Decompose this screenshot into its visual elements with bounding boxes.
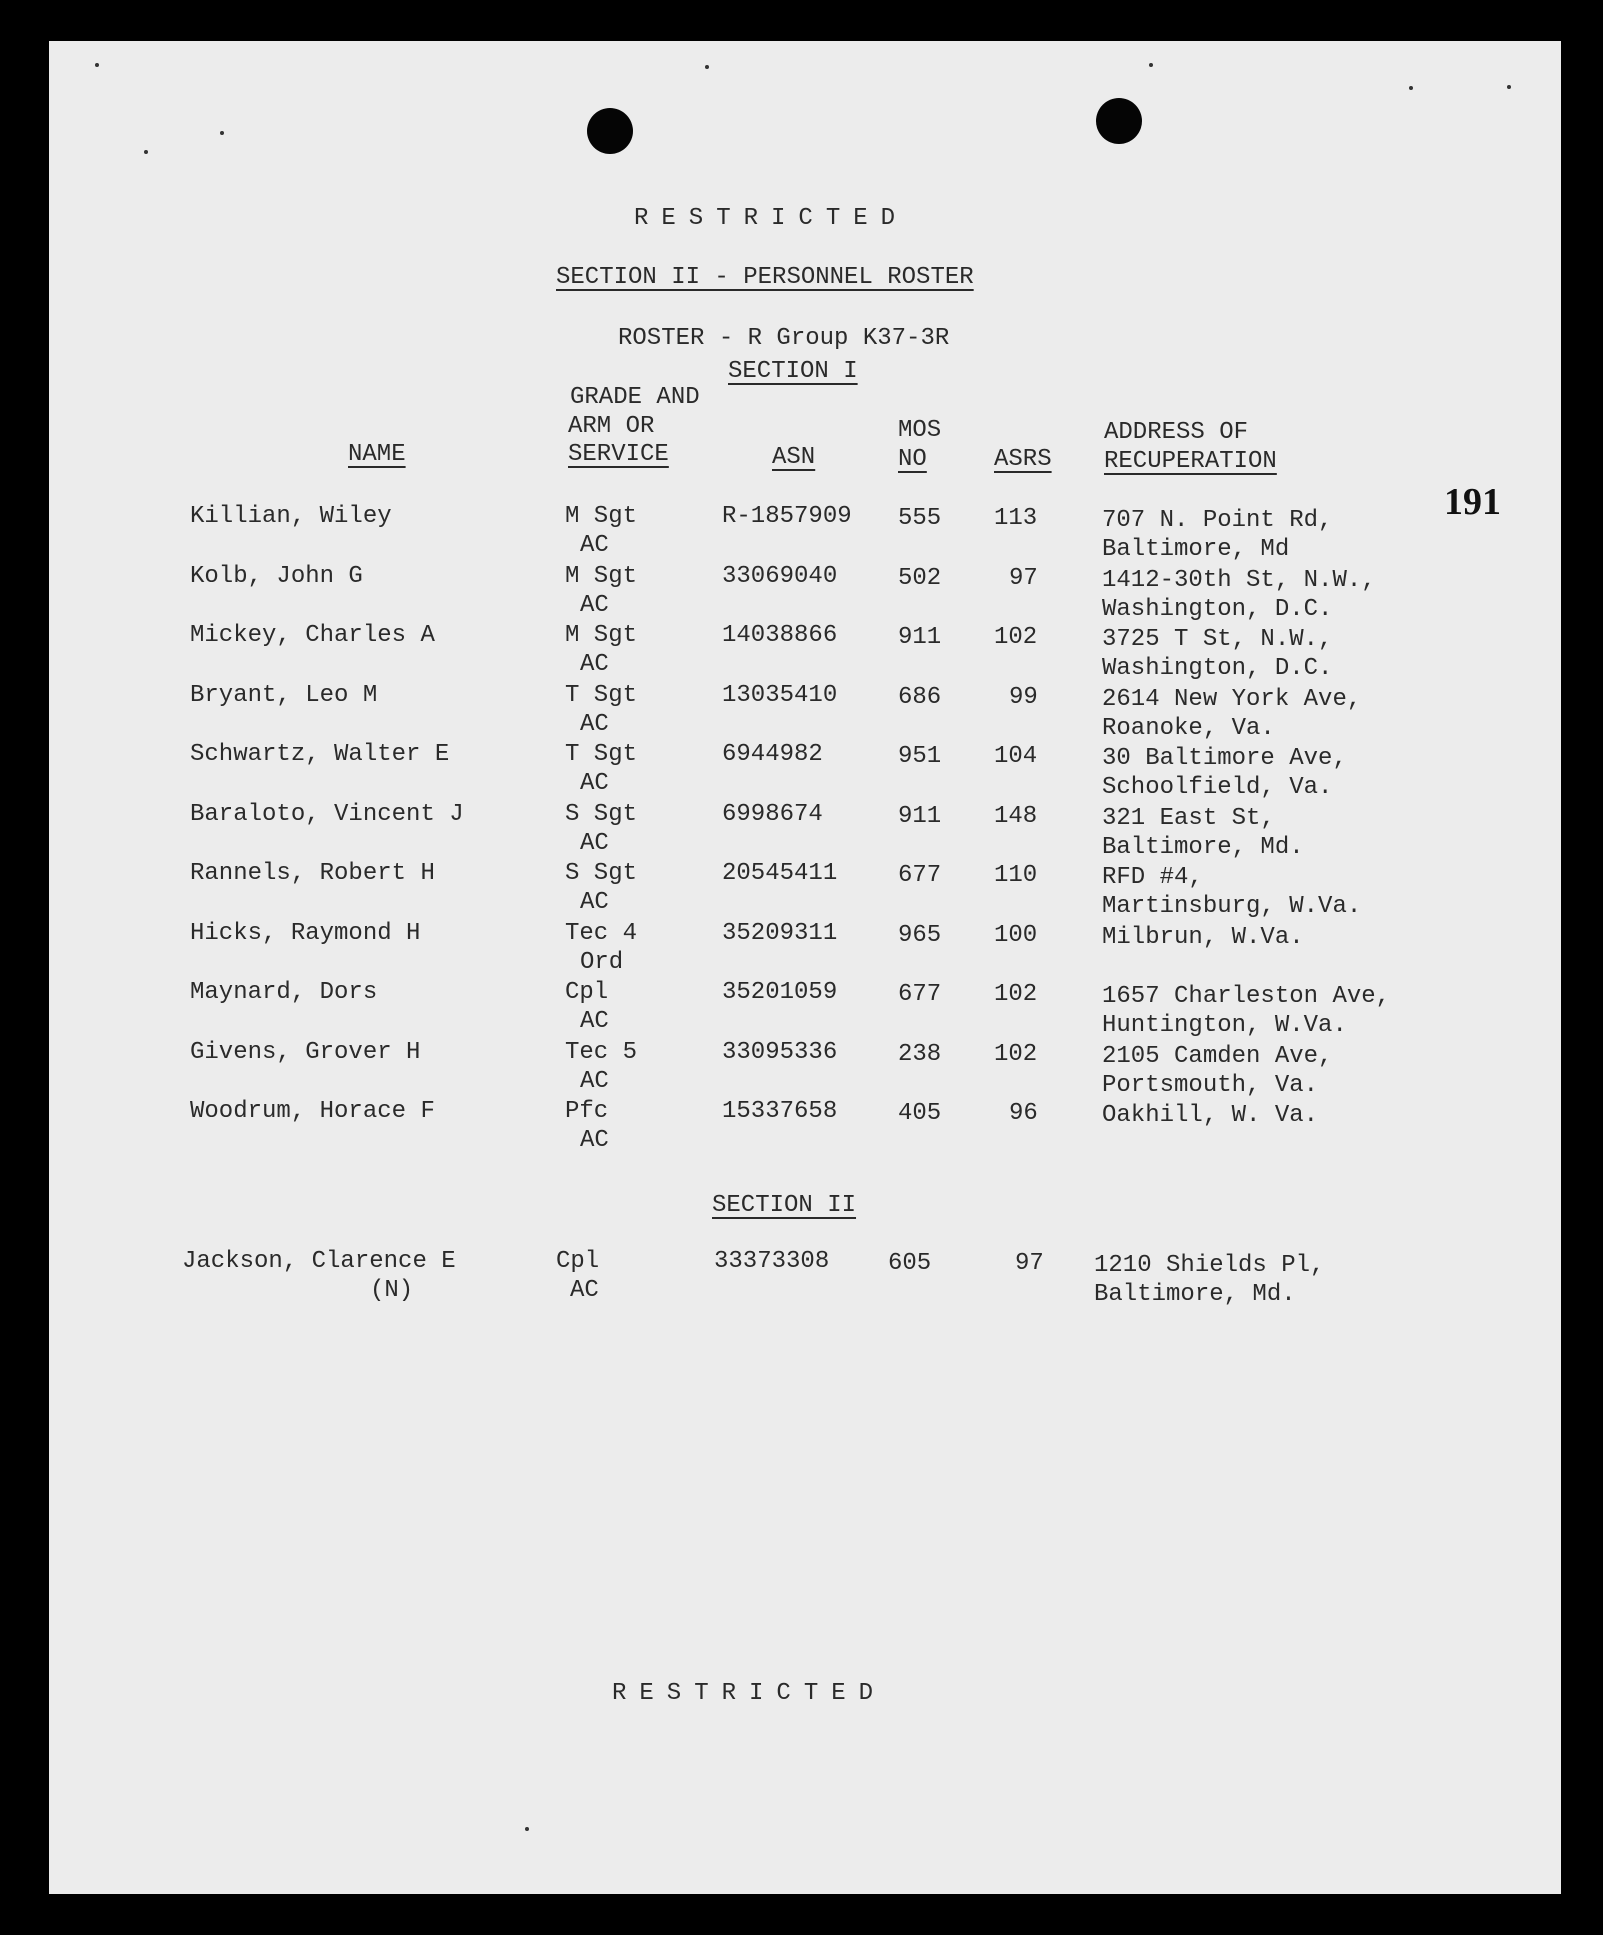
grade-cell: Pfc bbox=[565, 1098, 609, 1125]
arm-cell: Ord bbox=[580, 948, 624, 976]
mos-cell: 951 bbox=[898, 743, 942, 770]
asn-cell: 35201059 bbox=[722, 979, 838, 1006]
header-name: NAME bbox=[348, 441, 406, 468]
header-grade-line2: ARM OR bbox=[568, 413, 655, 440]
asrs-cell: 102 bbox=[994, 981, 1038, 1008]
mos-cell: 911 bbox=[898, 624, 942, 651]
address-line1-cell: 2614 New York Ave, bbox=[1102, 685, 1362, 713]
address-line2-cell: Huntington, W.Va. bbox=[1102, 1012, 1347, 1039]
name-cell: Jackson, Clarence E bbox=[182, 1248, 456, 1275]
asn-cell: 20545411 bbox=[722, 860, 838, 887]
arm-cell: AC bbox=[580, 889, 609, 916]
address-line1-cell: 2105 Camden Ave, bbox=[1102, 1042, 1333, 1070]
section-two-title: SECTION II bbox=[712, 1192, 857, 1219]
arm-cell: AC bbox=[580, 1067, 609, 1095]
asrs-cell: 96 bbox=[1009, 1100, 1038, 1127]
mos-cell: 555 bbox=[898, 505, 942, 532]
asrs-cell: 110 bbox=[994, 862, 1038, 889]
speck bbox=[1507, 85, 1511, 89]
asn-cell: 6998674 bbox=[722, 800, 823, 828]
arm-cell: AC bbox=[580, 651, 609, 678]
asrs-cell: 97 bbox=[1009, 564, 1038, 592]
address-line2-cell: Portsmouth, Va. bbox=[1102, 1071, 1319, 1099]
header-address-line1: ADDRESS OF bbox=[1104, 419, 1249, 446]
asrs-cell: 102 bbox=[994, 1040, 1038, 1068]
grade-cell: M Sgt bbox=[565, 562, 638, 590]
asn-cell: 13035410 bbox=[722, 681, 838, 709]
arm-cell: AC bbox=[580, 591, 609, 619]
document-page bbox=[49, 41, 1561, 1894]
grade-cell: T Sgt bbox=[565, 741, 638, 768]
grade-cell: M Sgt bbox=[565, 622, 638, 649]
mos-cell: 605 bbox=[888, 1250, 932, 1277]
section-one-title: SECTION I bbox=[728, 358, 858, 385]
asn-cell: 15337658 bbox=[722, 1098, 838, 1125]
grade-cell: Tec 4 bbox=[565, 919, 638, 947]
arm-cell: AC bbox=[580, 710, 609, 738]
name-cell: Mickey, Charles A bbox=[190, 622, 435, 649]
speck bbox=[525, 1827, 529, 1831]
address-line1-cell: Milbrun, W.Va. bbox=[1102, 923, 1304, 951]
asrs-cell: 148 bbox=[994, 802, 1038, 830]
header-asn: ASN bbox=[772, 444, 816, 471]
arm-cell: AC bbox=[570, 1277, 599, 1304]
address-line2-cell: Roanoke, Va. bbox=[1102, 714, 1275, 742]
grade-cell: S Sgt bbox=[565, 800, 638, 828]
mos-cell: 677 bbox=[898, 981, 942, 1008]
mos-cell: 686 bbox=[898, 683, 942, 711]
arm-cell: AC bbox=[580, 1127, 609, 1154]
asrs-cell: 104 bbox=[994, 743, 1038, 770]
address-line1-cell: 707 N. Point Rd, bbox=[1102, 507, 1333, 534]
mos-cell: 405 bbox=[898, 1100, 942, 1127]
address-line2-cell: Baltimore, Md bbox=[1102, 536, 1290, 563]
address-line1-cell: 1657 Charleston Ave, bbox=[1102, 983, 1391, 1010]
speck bbox=[1149, 63, 1153, 67]
address-line1-cell: 3725 T St, N.W., bbox=[1102, 626, 1333, 653]
name-cell: Killian, Wiley bbox=[190, 503, 392, 530]
mos-cell: 677 bbox=[898, 862, 942, 889]
asn-cell: 33373308 bbox=[714, 1248, 830, 1275]
speck bbox=[144, 150, 148, 154]
header-grade-line1: GRADE AND bbox=[570, 384, 700, 411]
classification-header: RESTRICTED bbox=[634, 205, 909, 232]
roster-title: ROSTER - R Group K37-3R bbox=[618, 325, 950, 352]
asrs-cell: 102 bbox=[994, 624, 1038, 651]
asn-cell: 33095336 bbox=[722, 1038, 838, 1066]
address-line2-cell: Martinsburg, W.Va. bbox=[1102, 893, 1362, 920]
speck bbox=[1409, 86, 1413, 90]
header-grade-line3: SERVICE bbox=[568, 441, 669, 468]
address-line1-cell: 1210 Shields Pl, bbox=[1094, 1252, 1325, 1279]
grade-cell: M Sgt bbox=[565, 503, 638, 530]
classification-footer: RESTRICTED bbox=[612, 1680, 887, 1707]
name-cell: Kolb, John G bbox=[190, 562, 363, 590]
grade-cell: Cpl bbox=[556, 1248, 600, 1275]
address-line2-cell: Schoolfield, Va. bbox=[1102, 774, 1333, 801]
name-cell: Woodrum, Horace F bbox=[190, 1098, 435, 1125]
address-line2-cell: Baltimore, Md. bbox=[1102, 833, 1304, 861]
speck bbox=[95, 63, 99, 67]
arm-cell: AC bbox=[580, 829, 609, 857]
arm-cell: AC bbox=[580, 532, 609, 559]
address-line1-cell: 1412-30th St, N.W., bbox=[1102, 566, 1376, 594]
speck bbox=[220, 131, 224, 135]
asrs-cell: 97 bbox=[1015, 1250, 1044, 1277]
arm-cell: AC bbox=[580, 770, 609, 797]
header-mos-line2: NO bbox=[898, 446, 927, 473]
name-cell: Rannels, Robert H bbox=[190, 860, 435, 887]
name-cell: Givens, Grover H bbox=[190, 1038, 421, 1066]
arm-cell: AC bbox=[580, 1008, 609, 1035]
asn-cell: 6944982 bbox=[722, 741, 823, 768]
section-title: SECTION II - PERSONNEL ROSTER bbox=[556, 264, 974, 291]
grade-cell: T Sgt bbox=[565, 681, 638, 709]
address-line2-cell: Washington, D.C. bbox=[1102, 595, 1333, 623]
mos-cell: 502 bbox=[898, 564, 942, 592]
asrs-cell: 100 bbox=[994, 921, 1038, 949]
header-asrs: ASRS bbox=[994, 446, 1052, 473]
address-line1-cell: 321 East St, bbox=[1102, 804, 1275, 832]
punch-hole-right bbox=[1096, 98, 1142, 144]
asrs-cell: 113 bbox=[994, 505, 1038, 532]
address-line2-cell: Baltimore, Md. bbox=[1094, 1281, 1296, 1308]
address-line1-cell: Oakhill, W. Va. bbox=[1102, 1102, 1319, 1129]
asn-cell: 35209311 bbox=[722, 919, 838, 947]
mos-cell: 911 bbox=[898, 802, 942, 830]
asn-cell: R-1857909 bbox=[722, 503, 852, 530]
grade-cell: Tec 5 bbox=[565, 1038, 638, 1066]
grade-cell: S Sgt bbox=[565, 860, 638, 887]
name-cell: Bryant, Leo M bbox=[190, 681, 378, 709]
mos-cell: 965 bbox=[898, 921, 942, 949]
punch-hole-left bbox=[587, 108, 633, 154]
mos-cell: 238 bbox=[898, 1040, 942, 1068]
name-cell: Baraloto, Vincent J bbox=[190, 800, 464, 828]
name-cell: Schwartz, Walter E bbox=[190, 741, 450, 768]
name-note-cell: (N) bbox=[370, 1277, 414, 1304]
page-number: 191 bbox=[1444, 481, 1501, 523]
address-line1-cell: RFD #4, bbox=[1102, 864, 1203, 891]
address-line1-cell: 30 Baltimore Ave, bbox=[1102, 745, 1347, 772]
name-cell: Hicks, Raymond H bbox=[190, 919, 421, 947]
header-mos-line1: MOS bbox=[898, 417, 942, 444]
address-line2-cell: Washington, D.C. bbox=[1102, 655, 1333, 682]
asn-cell: 33069040 bbox=[722, 562, 838, 590]
grade-cell: Cpl bbox=[565, 979, 609, 1006]
header-address-line2: RECUPERATION bbox=[1104, 448, 1277, 475]
asn-cell: 14038866 bbox=[722, 622, 838, 649]
speck bbox=[705, 65, 709, 69]
asrs-cell: 99 bbox=[1009, 683, 1038, 711]
name-cell: Maynard, Dors bbox=[190, 979, 378, 1006]
